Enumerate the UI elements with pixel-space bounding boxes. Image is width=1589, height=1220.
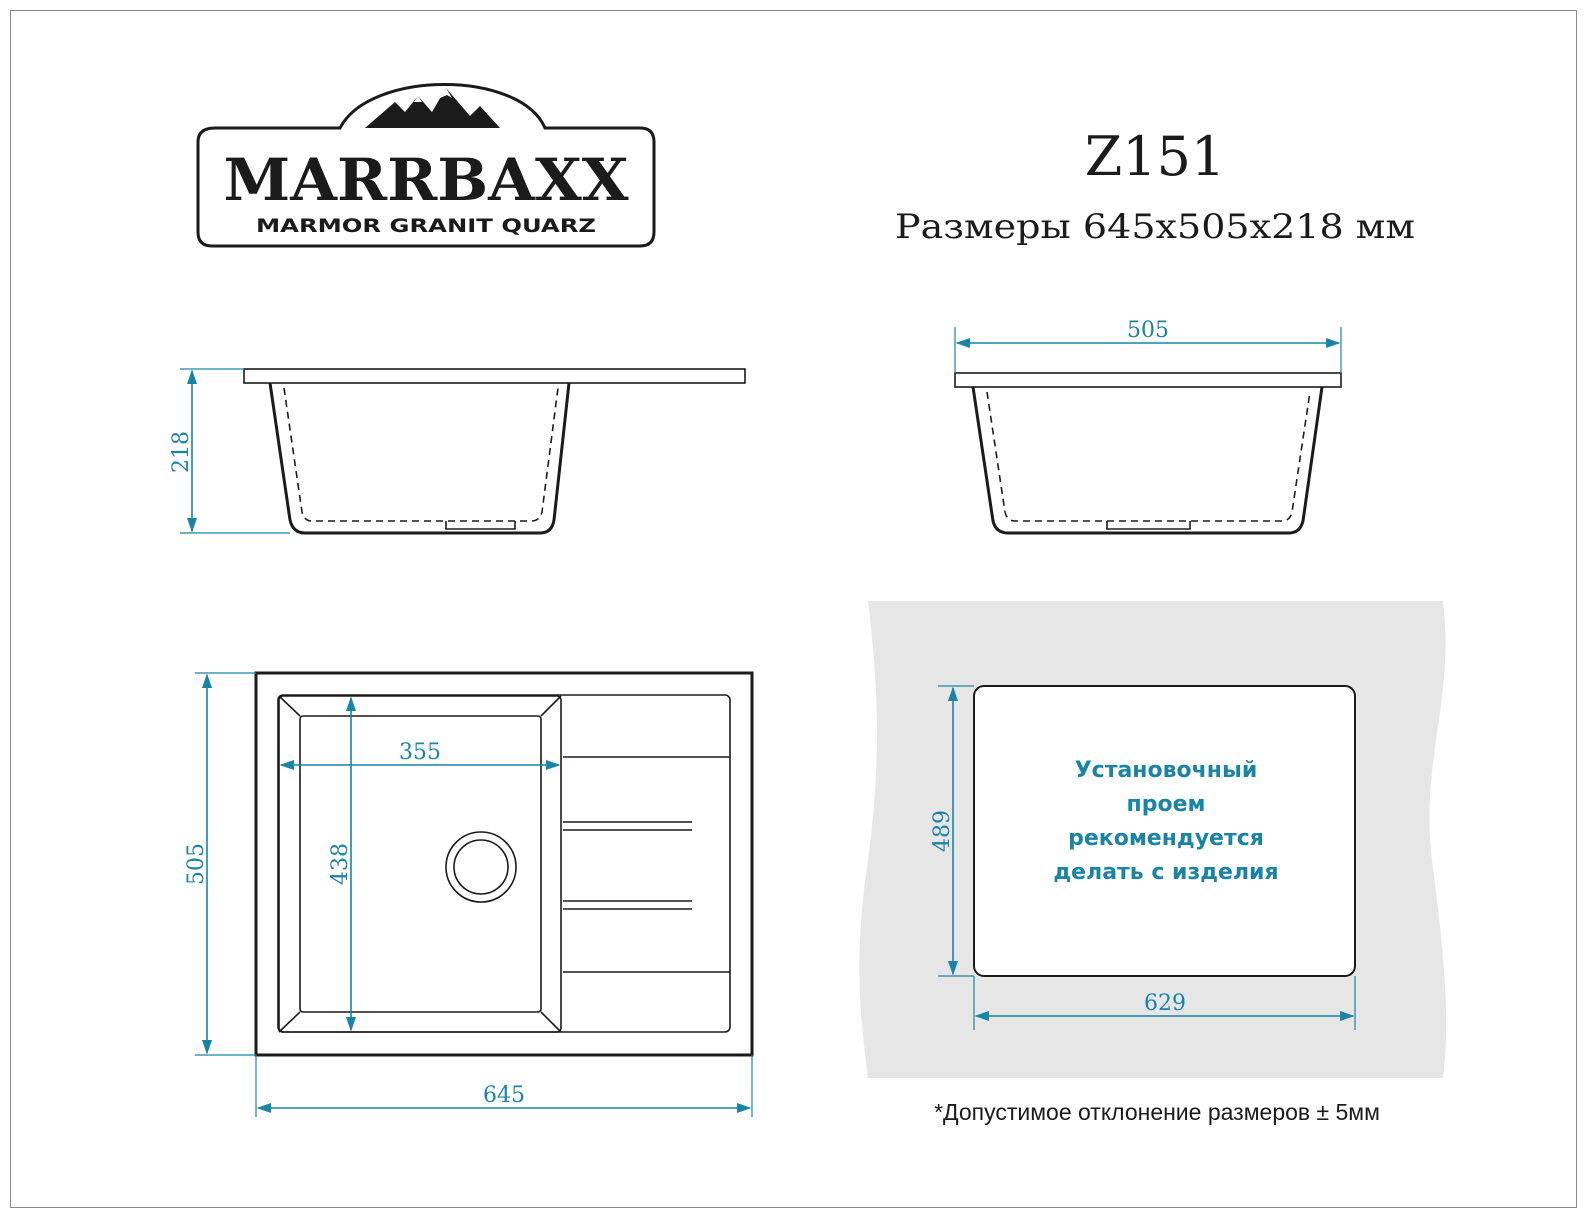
front-view (955, 318, 1341, 533)
cutout-width-dimension: 629 (1144, 991, 1186, 1016)
cutout-view (859, 601, 1446, 1078)
side-view-bowl-outer (270, 383, 569, 533)
brand-logo (198, 85, 654, 247)
drainboard-groove-1 (563, 822, 692, 830)
cutout-note-line-3: рекомендуется (1068, 826, 1264, 851)
bowl-depth-dimension: 438 (328, 843, 353, 885)
front-view-bowl-inner (987, 392, 1310, 521)
cutout-note-line-2: проем (1126, 792, 1206, 817)
drain-hole-icon (446, 832, 516, 902)
front-view-drain (1107, 521, 1190, 529)
side-view-bowl-inner (284, 388, 558, 521)
model-number: Z151 (1084, 125, 1226, 188)
drainboard-groove-2 (563, 901, 692, 909)
cutout-note-line-4: делать с изделия (1053, 860, 1279, 885)
drain-hole-inner-icon (454, 840, 508, 894)
side-view (169, 369, 745, 533)
front-view-rim (955, 373, 1341, 387)
side-view-rim (244, 369, 745, 383)
tolerance-footnote: *Допустимое отклонение размеров ± 5мм (934, 1099, 1380, 1125)
cutout-depth-dimension: 489 (930, 810, 955, 852)
side-view-drain (446, 521, 515, 529)
top-width-dimension: 645 (483, 1083, 525, 1108)
top-depth-dimension: 505 (184, 843, 209, 885)
front-view-bowl-outer (973, 387, 1322, 533)
height-dimension: 218 (169, 431, 194, 473)
size-line: Размеры 645х505х218 мм (895, 207, 1415, 247)
top-view (184, 673, 752, 1117)
front-width-dimension: 505 (1127, 318, 1169, 343)
bowl-width-dimension: 355 (399, 740, 441, 765)
cutout-note-line-1: Установочный (1074, 758, 1258, 783)
brand-tagline: MARMOR GRANIT QUARZ (256, 215, 596, 237)
brand-name: MARRBAXX (223, 146, 629, 214)
